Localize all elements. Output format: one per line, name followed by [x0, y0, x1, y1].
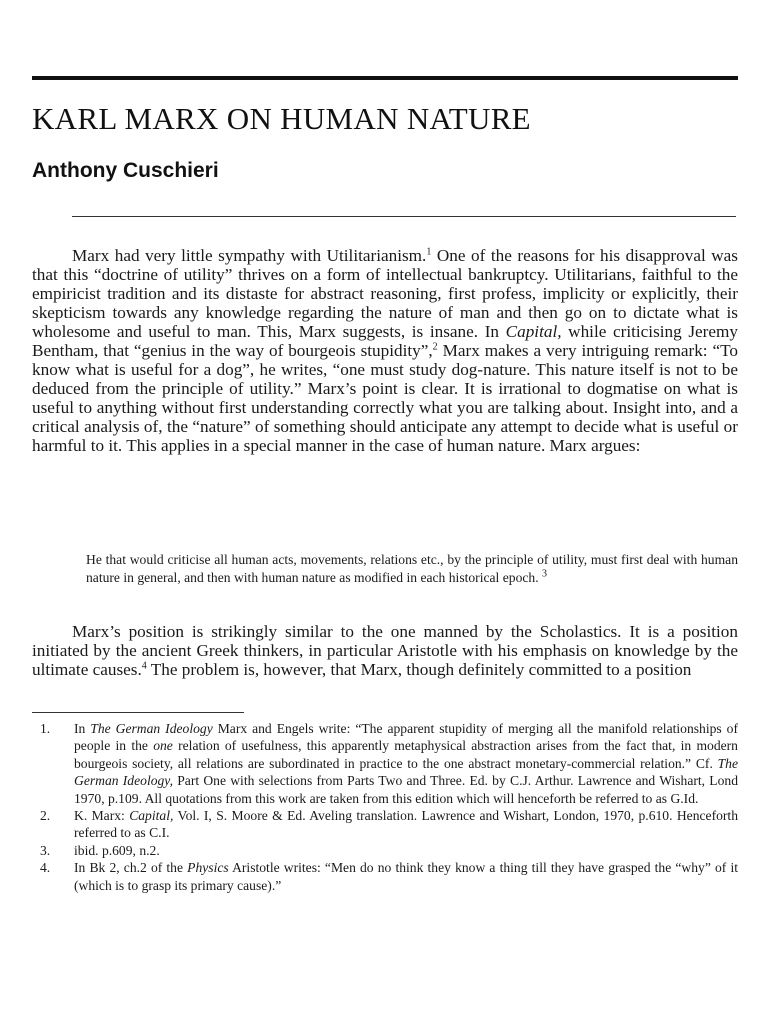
footnote-2: 2. K. Marx: Capital, Vol. I, S. Moore & Ed. Aveling translation. Lawrence and Wishart, London, 1970, p.610. Henceforth referred to as C.I. — [40, 808, 738, 841]
paragraph-2: Marx’s position is strikingly similar to the one manned by the Scholastics. It is a position initiated by the ancient Greek thinkers, in particular Aristotle with his emphasis on knowledge by the ultimate causes.$^4$ The problem is, however, that Marx, though definitely committed to a position — [32, 622, 738, 679]
footnote-1: 1. In The German Ideology Marx and Engels write: “The apparent stupidity of merging all the manifold relationships of people in the one relation of usefulness, this apparently metaphysical abstraction arises from the fact that, in modern bourgeois society, all relations are subordinated in practice to the one abstract monetary-commercial relation.” Cf. The German Ideology, Part One with selections from Parts Two and Three. Ed. by C.J. Arthur. Lawrence and Wishart, Lond 1970, p.109. All quotations from this work are taken from this edition which will henceforth be referred to as G.Id. — [40, 721, 739, 806]
top-rule — [32, 76, 738, 80]
header-rule — [72, 216, 736, 217]
footnote-rule — [32, 712, 244, 713]
article-title: KARL MARX ON HUMAN NATURE — [32, 101, 531, 136]
article-body-part1 — [32, 246, 738, 455]
paragraph-1: Marx had very little sympathy with Utilitarianism.$^1$ One of the reasons for his disapproval was that this “doctrine of utility” thrives on a form of intellectual bankruptcy. Utilitarians, faithful to the empiricist tradition and its distaste for abstract reasoning, first profess, implicity or explicitly, their skepticism towards any knowledge regarding the nature of man and then go on to dictate what is wholesome and useful to man. This, Marx suggests, is insane. In Capital, while criticising Jeremy Bentham, that “genius in the way of bourgeois stupidity”,$^2$ Marx makes a very intriguing remark: “To know what is useful for a dog”, he writes, “one must study dog-nature. This nature itself is not to be deduced from the principle of utility.” Marx’s point is clear. It is irrational to dogmatise on what is useful to anything without first understanding correctly what you are talking about. Insight into, and a critical analysis of, the “nature” of something should anticipate any attempt to decide what is useful or harmful to it. This applies in a special manner in the case of human nature. Marx argues: — [32, 246, 738, 455]
footnote-ref-2: 2 — [432, 341, 438, 353]
block-quote: He that would criticise all human acts, movements, relations etc., by the principle of utility, must first deal with human nature in general, and then with human nature as modified in each historical epoch. $^3$ — [86, 552, 738, 585]
footnote-ref-3: 3 — [542, 567, 547, 579]
article-body-part2 — [32, 622, 738, 679]
footnote-4: 4. In Bk 2, ch.2 of the Physics Aristotle writes: “Men do no think they know a thing till they have grasped the “why” of it (which is to grasp its primary cause).” — [40, 860, 739, 893]
footnote-3: 3. ibid. p.609, n.2. — [40, 842, 160, 858]
footnotes — [32, 720, 738, 894]
footnote-ref-4: 4 — [141, 660, 147, 672]
footnote-ref-1: 1 — [426, 246, 432, 258]
article-author: Anthony Cuschieri — [32, 159, 219, 182]
